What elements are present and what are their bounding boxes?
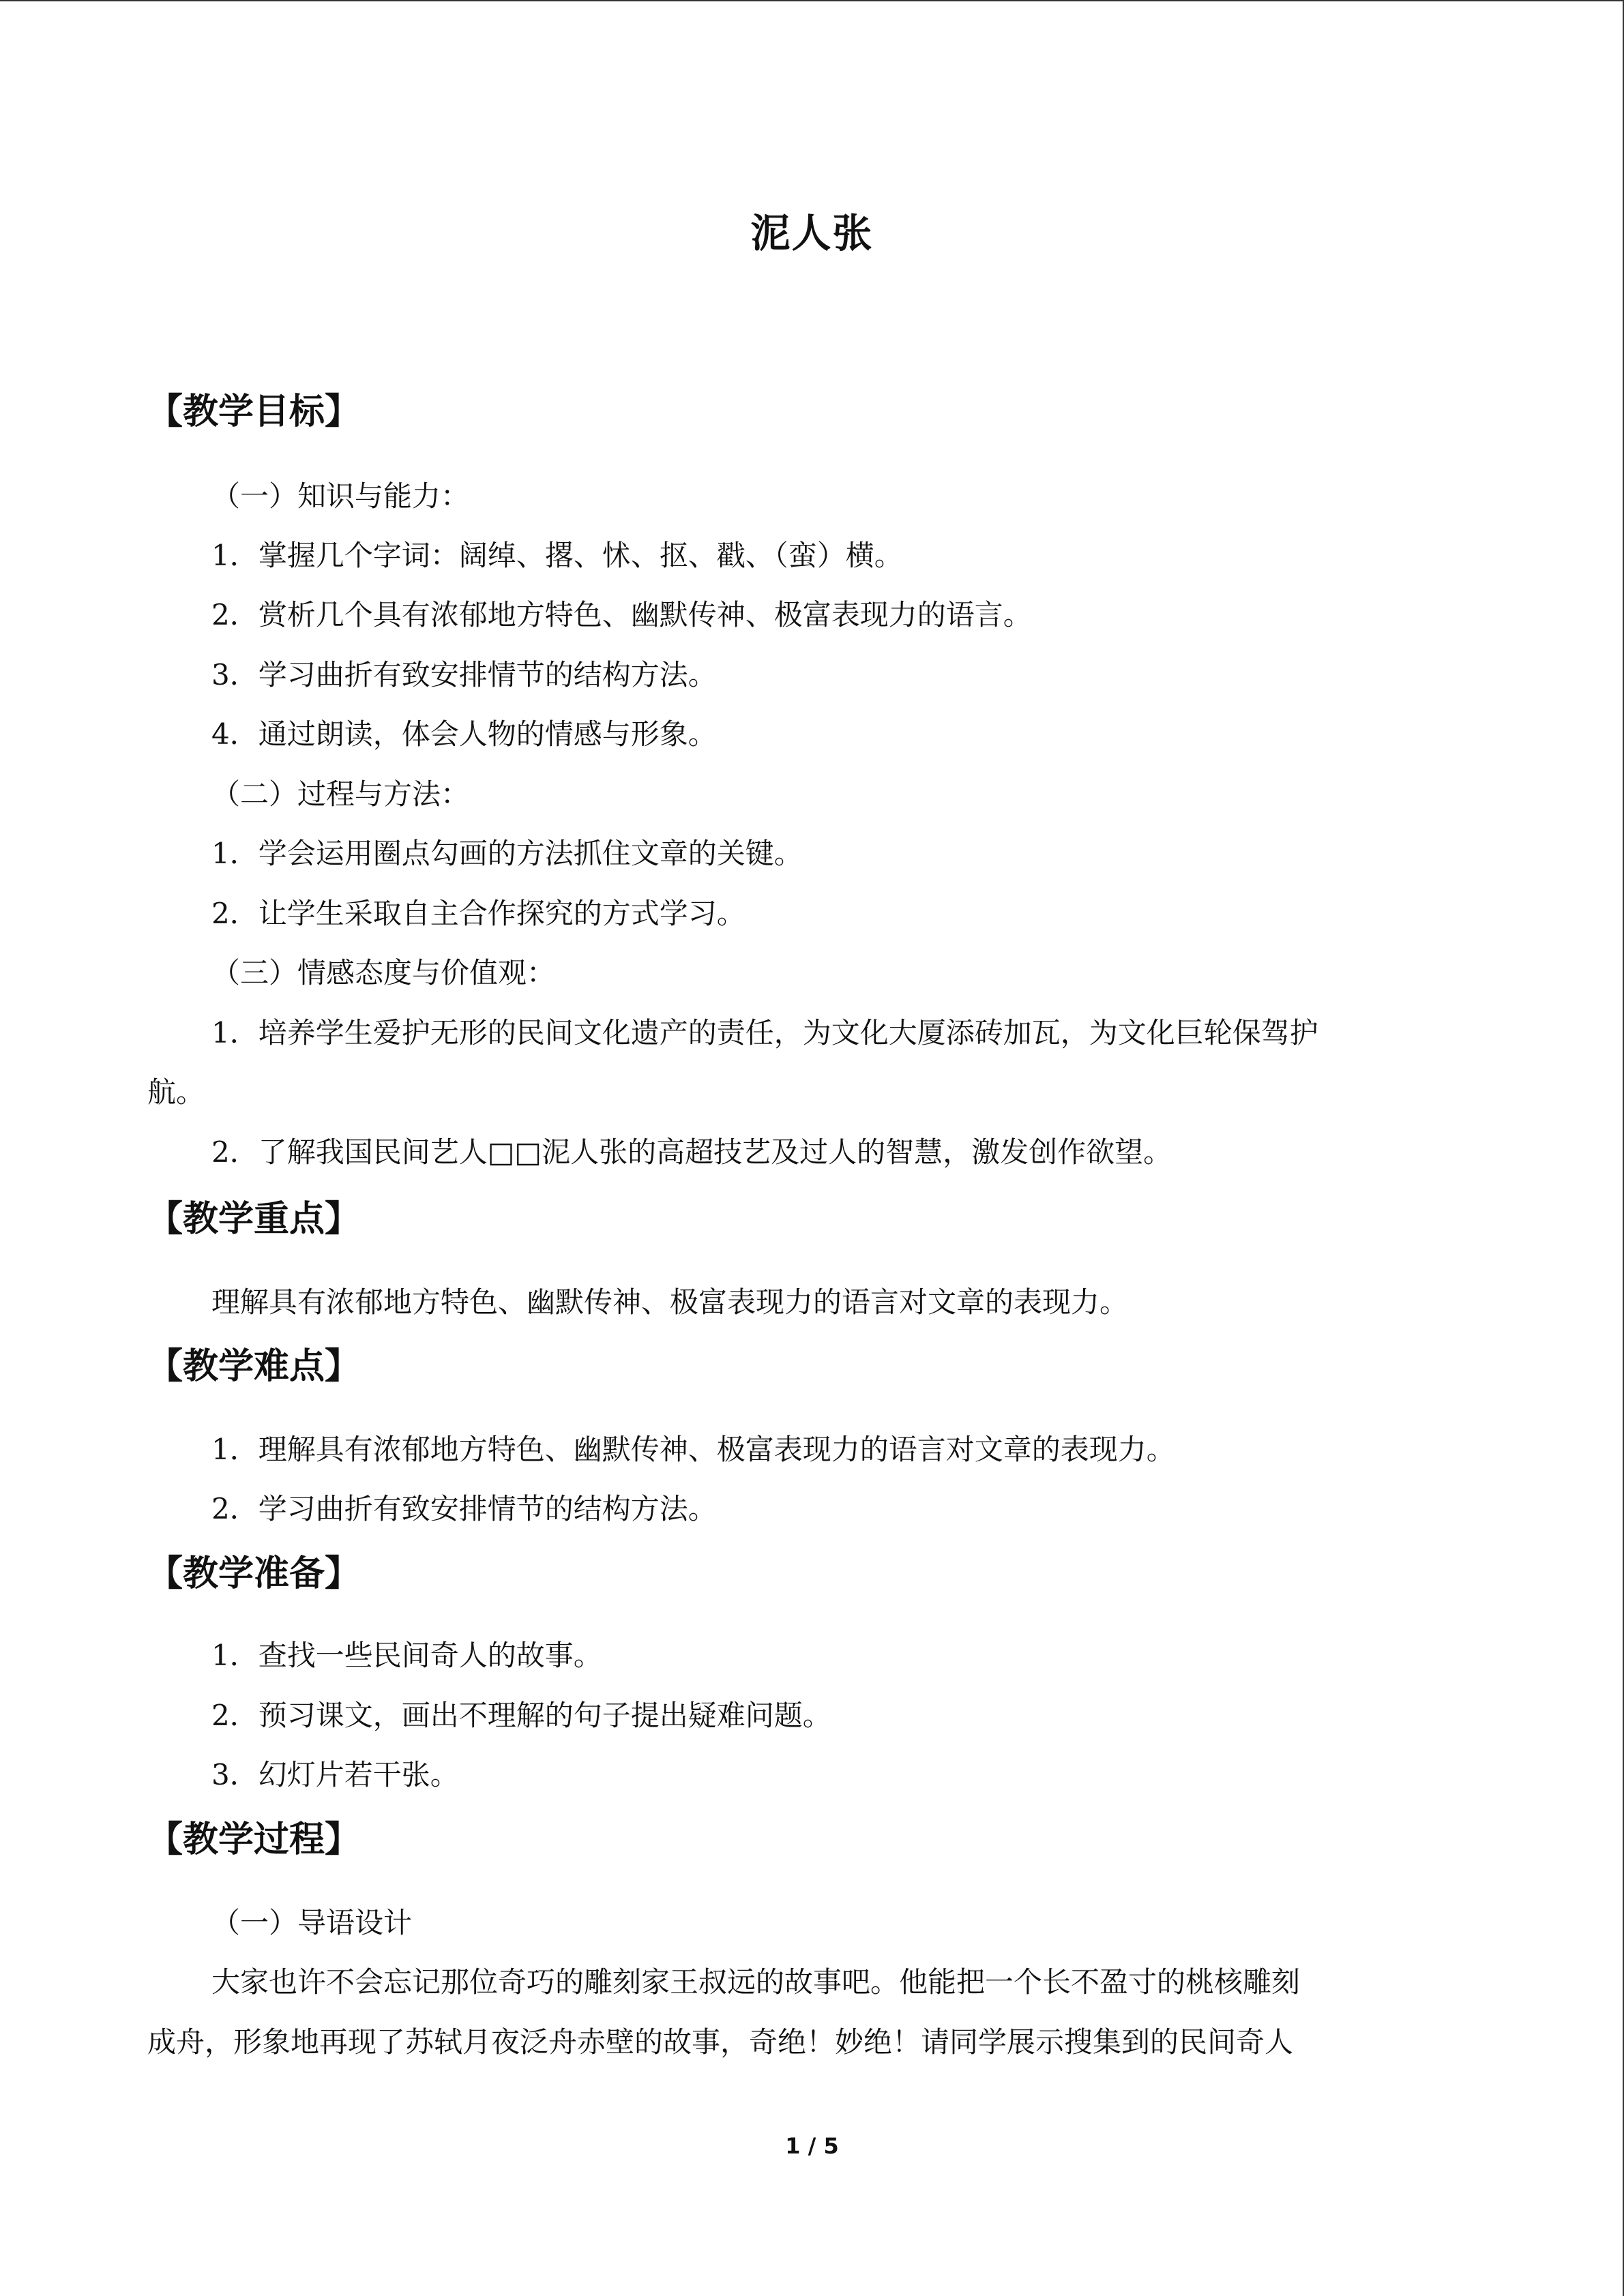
page-border-top	[0, 0, 1624, 1]
goals-item-2-1: 1．学会运用圈点勾画的方法抓住文章的关键。	[211, 837, 803, 870]
heading-key-points: 【教学重点】	[147, 1199, 361, 1240]
heading-preparation: 【教学准备】	[147, 1553, 361, 1594]
goals-item-1-2: 2．赏析几个具有浓郁地方特色、幽默传神、极富表现力的语言。	[211, 598, 1032, 631]
page-number: 1 / 5	[785, 2133, 839, 2159]
goals-subheading-process: （二）过程与方法：	[211, 777, 470, 811]
difficulties-item-1: 1．理解具有浓郁地方特色、幽默传神、极富表现力的语言对文章的表现力。	[211, 1433, 1175, 1466]
heading-process: 【教学过程】	[147, 1819, 361, 1860]
preparation-item-1: 1．查找一些民间奇人的故事。	[211, 1639, 602, 1672]
goals-item-3-2: 2．了解我国民间艺人□□泥人张的高超技艺及过人的智慧，激发创作欲望。	[211, 1135, 1172, 1169]
process-paragraph-line-2: 成舟，形象地再现了苏轼月夜泛舟赤壁的故事，奇绝！妙绝！请同学展示搜集到的民间奇人	[147, 2025, 1294, 2059]
document-title: 泥人张	[750, 210, 874, 256]
goals-item-3-1-continued: 航。	[147, 1075, 205, 1109]
goals-item-1-3: 3．学习曲折有致安排情节的结构方法。	[211, 658, 717, 691]
preparation-item-2: 2．预习课文，画出不理解的句子提出疑难问题。	[211, 1699, 831, 1732]
process-paragraph-line-1: 大家也许不会忘记那位奇巧的雕刻家王叔远的故事吧。他能把一个长不盈寸的桃核雕刻	[211, 1965, 1301, 1999]
goals-subheading-attitude: （三）情感态度与价值观：	[211, 956, 556, 989]
goals-item-1-1: 1．掌握几个字词：阔绰、撂、怵、抠、戳、（蛮）横。	[211, 539, 903, 572]
preparation-item-3: 3．幻灯片若干张。	[211, 1758, 459, 1791]
goals-subheading-knowledge: （一）知识与能力：	[211, 479, 470, 513]
process-subheading-intro: （一）导语设计	[211, 1906, 413, 1939]
goals-item-1-4: 4．通过朗读，体会人物的情感与形象。	[211, 717, 717, 751]
difficulties-item-2: 2．学习曲折有致安排情节的结构方法。	[211, 1492, 717, 1525]
goals-item-2-2: 2．让学生采取自主合作探究的方式学习。	[211, 897, 745, 930]
key-points-text: 理解具有浓郁地方特色、幽默传神、极富表现力的语言对文章的表现力。	[211, 1285, 1129, 1319]
goals-item-3-1: 1．培养学生爱护无形的民间文化遗产的责任，为文化大厦添砖加瓦，为文化巨轮保驾护	[211, 1016, 1318, 1049]
heading-teaching-goals: 【教学目标】	[147, 391, 361, 432]
heading-difficulties: 【教学难点】	[147, 1346, 361, 1387]
